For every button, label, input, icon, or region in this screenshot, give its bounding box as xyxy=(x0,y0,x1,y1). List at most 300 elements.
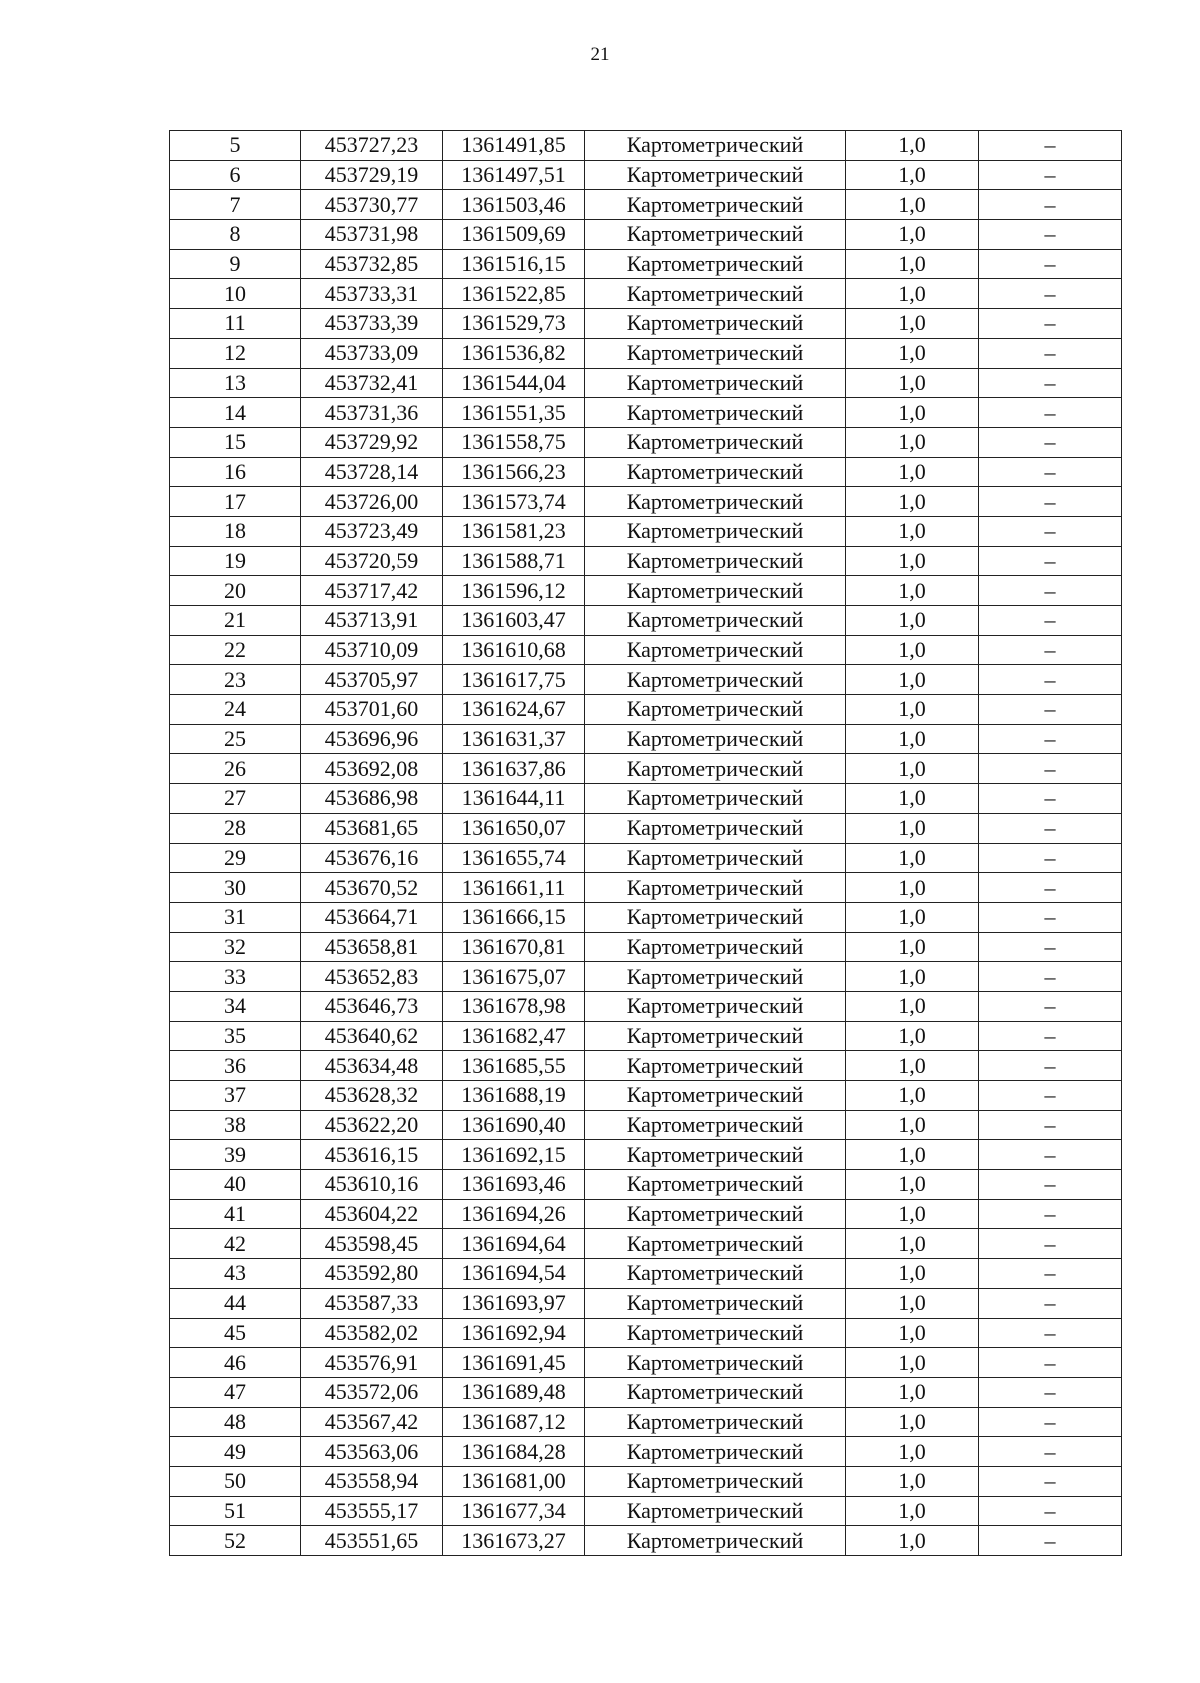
x-coordinate-cell: 453733,31 xyxy=(301,279,443,309)
method-cell: Картометрический xyxy=(585,309,846,339)
method-cell: Картометрический xyxy=(585,427,846,457)
y-coordinate-cell: 1361536,82 xyxy=(443,338,585,368)
x-coordinate-cell: 453622,20 xyxy=(301,1110,443,1140)
note-cell: – xyxy=(979,695,1122,725)
method-cell: Картометрический xyxy=(585,1081,846,1111)
x-coordinate-cell: 453732,41 xyxy=(301,368,443,398)
point-number-cell: 23 xyxy=(170,665,301,695)
point-number-cell: 37 xyxy=(170,1081,301,1111)
note-cell: – xyxy=(979,546,1122,576)
x-coordinate-cell: 453616,15 xyxy=(301,1140,443,1170)
accuracy-cell: 1,0 xyxy=(846,1526,979,1556)
note-cell: – xyxy=(979,487,1122,517)
x-coordinate-cell: 453729,19 xyxy=(301,160,443,190)
method-cell: Картометрический xyxy=(585,843,846,873)
y-coordinate-cell: 1361650,07 xyxy=(443,813,585,843)
y-coordinate-cell: 1361691,45 xyxy=(443,1348,585,1378)
method-cell: Картометрический xyxy=(585,1407,846,1437)
note-cell: – xyxy=(979,724,1122,754)
method-cell: Картометрический xyxy=(585,576,846,606)
table-row xyxy=(170,427,1122,457)
x-coordinate-cell: 453582,02 xyxy=(301,1318,443,1348)
point-number-cell: 7 xyxy=(170,190,301,220)
point-number-cell: 33 xyxy=(170,962,301,992)
table-row xyxy=(170,1496,1122,1526)
x-coordinate-cell: 453563,06 xyxy=(301,1437,443,1467)
y-coordinate-cell: 1361544,04 xyxy=(443,368,585,398)
x-coordinate-cell: 453664,71 xyxy=(301,902,443,932)
method-cell: Картометрический xyxy=(585,1199,846,1229)
y-coordinate-cell: 1361666,15 xyxy=(443,902,585,932)
accuracy-cell: 1,0 xyxy=(846,902,979,932)
table-body xyxy=(170,131,1122,1556)
table-row xyxy=(170,398,1122,428)
x-coordinate-cell: 453696,96 xyxy=(301,724,443,754)
table-row xyxy=(170,1021,1122,1051)
point-number-cell: 38 xyxy=(170,1110,301,1140)
x-coordinate-cell: 453572,06 xyxy=(301,1377,443,1407)
note-cell: – xyxy=(979,1318,1122,1348)
table-row xyxy=(170,606,1122,636)
method-cell: Картометрический xyxy=(585,635,846,665)
point-number-cell: 5 xyxy=(170,131,301,161)
y-coordinate-cell: 1361689,48 xyxy=(443,1377,585,1407)
accuracy-cell: 1,0 xyxy=(846,1466,979,1496)
accuracy-cell: 1,0 xyxy=(846,160,979,190)
coordinates-table xyxy=(169,130,1122,1556)
x-coordinate-cell: 453558,94 xyxy=(301,1466,443,1496)
table-row xyxy=(170,309,1122,339)
note-cell: – xyxy=(979,131,1122,161)
accuracy-cell: 1,0 xyxy=(846,724,979,754)
table-row xyxy=(170,1526,1122,1556)
table-row xyxy=(170,160,1122,190)
y-coordinate-cell: 1361673,27 xyxy=(443,1526,585,1556)
x-coordinate-cell: 453686,98 xyxy=(301,784,443,814)
note-cell: – xyxy=(979,813,1122,843)
y-coordinate-cell: 1361509,69 xyxy=(443,220,585,250)
note-cell: – xyxy=(979,902,1122,932)
y-coordinate-cell: 1361617,75 xyxy=(443,665,585,695)
point-number-cell: 27 xyxy=(170,784,301,814)
note-cell: – xyxy=(979,1437,1122,1467)
x-coordinate-cell: 453652,83 xyxy=(301,962,443,992)
point-number-cell: 11 xyxy=(170,309,301,339)
note-cell: – xyxy=(979,160,1122,190)
method-cell: Картометрический xyxy=(585,1170,846,1200)
x-coordinate-cell: 453731,36 xyxy=(301,398,443,428)
accuracy-cell: 1,0 xyxy=(846,368,979,398)
y-coordinate-cell: 1361692,15 xyxy=(443,1140,585,1170)
point-number-cell: 28 xyxy=(170,813,301,843)
accuracy-cell: 1,0 xyxy=(846,843,979,873)
note-cell: – xyxy=(979,843,1122,873)
y-coordinate-cell: 1361675,07 xyxy=(443,962,585,992)
y-coordinate-cell: 1361661,11 xyxy=(443,873,585,903)
table-row xyxy=(170,1110,1122,1140)
accuracy-cell: 1,0 xyxy=(846,1199,979,1229)
point-number-cell: 31 xyxy=(170,902,301,932)
point-number-cell: 12 xyxy=(170,338,301,368)
x-coordinate-cell: 453710,09 xyxy=(301,635,443,665)
accuracy-cell: 1,0 xyxy=(846,131,979,161)
y-coordinate-cell: 1361610,68 xyxy=(443,635,585,665)
method-cell: Картометрический xyxy=(585,487,846,517)
note-cell: – xyxy=(979,249,1122,279)
x-coordinate-cell: 453733,09 xyxy=(301,338,443,368)
note-cell: – xyxy=(979,665,1122,695)
accuracy-cell: 1,0 xyxy=(846,873,979,903)
point-number-cell: 17 xyxy=(170,487,301,517)
table-row xyxy=(170,724,1122,754)
point-number-cell: 47 xyxy=(170,1377,301,1407)
note-cell: – xyxy=(979,576,1122,606)
accuracy-cell: 1,0 xyxy=(846,784,979,814)
y-coordinate-cell: 1361693,46 xyxy=(443,1170,585,1200)
y-coordinate-cell: 1361522,85 xyxy=(443,279,585,309)
method-cell: Картометрический xyxy=(585,1229,846,1259)
accuracy-cell: 1,0 xyxy=(846,1288,979,1318)
point-number-cell: 10 xyxy=(170,279,301,309)
point-number-cell: 20 xyxy=(170,576,301,606)
method-cell: Картометрический xyxy=(585,902,846,932)
note-cell: – xyxy=(979,1377,1122,1407)
table-row xyxy=(170,1437,1122,1467)
accuracy-cell: 1,0 xyxy=(846,932,979,962)
note-cell: – xyxy=(979,1140,1122,1170)
y-coordinate-cell: 1361503,46 xyxy=(443,190,585,220)
y-coordinate-cell: 1361603,47 xyxy=(443,606,585,636)
accuracy-cell: 1,0 xyxy=(846,1348,979,1378)
method-cell: Картометрический xyxy=(585,220,846,250)
x-coordinate-cell: 453729,92 xyxy=(301,427,443,457)
x-coordinate-cell: 453732,85 xyxy=(301,249,443,279)
method-cell: Картометрический xyxy=(585,1466,846,1496)
accuracy-cell: 1,0 xyxy=(846,962,979,992)
point-number-cell: 24 xyxy=(170,695,301,725)
y-coordinate-cell: 1361644,11 xyxy=(443,784,585,814)
note-cell: – xyxy=(979,606,1122,636)
method-cell: Картометрический xyxy=(585,131,846,161)
note-cell: – xyxy=(979,279,1122,309)
method-cell: Картометрический xyxy=(585,1496,846,1526)
method-cell: Картометрический xyxy=(585,991,846,1021)
accuracy-cell: 1,0 xyxy=(846,190,979,220)
table-row xyxy=(170,1407,1122,1437)
accuracy-cell: 1,0 xyxy=(846,457,979,487)
accuracy-cell: 1,0 xyxy=(846,1140,979,1170)
table-row xyxy=(170,813,1122,843)
x-coordinate-cell: 453733,39 xyxy=(301,309,443,339)
accuracy-cell: 1,0 xyxy=(846,1081,979,1111)
table-row xyxy=(170,546,1122,576)
method-cell: Картометрический xyxy=(585,1318,846,1348)
method-cell: Картометрический xyxy=(585,546,846,576)
accuracy-cell: 1,0 xyxy=(846,1407,979,1437)
accuracy-cell: 1,0 xyxy=(846,813,979,843)
method-cell: Картометрический xyxy=(585,457,846,487)
y-coordinate-cell: 1361687,12 xyxy=(443,1407,585,1437)
x-coordinate-cell: 453670,52 xyxy=(301,873,443,903)
table-row xyxy=(170,338,1122,368)
method-cell: Картометрический xyxy=(585,1021,846,1051)
note-cell: – xyxy=(979,1348,1122,1378)
accuracy-cell: 1,0 xyxy=(846,1051,979,1081)
point-number-cell: 25 xyxy=(170,724,301,754)
method-cell: Картометрический xyxy=(585,813,846,843)
table-row xyxy=(170,131,1122,161)
note-cell: – xyxy=(979,1288,1122,1318)
method-cell: Картометрический xyxy=(585,784,846,814)
point-number-cell: 6 xyxy=(170,160,301,190)
y-coordinate-cell: 1361581,23 xyxy=(443,516,585,546)
point-number-cell: 9 xyxy=(170,249,301,279)
table-row xyxy=(170,754,1122,784)
y-coordinate-cell: 1361690,40 xyxy=(443,1110,585,1140)
table-row xyxy=(170,279,1122,309)
note-cell: – xyxy=(979,1496,1122,1526)
x-coordinate-cell: 453658,81 xyxy=(301,932,443,962)
accuracy-cell: 1,0 xyxy=(846,1110,979,1140)
method-cell: Картометрический xyxy=(585,1526,846,1556)
y-coordinate-cell: 1361655,74 xyxy=(443,843,585,873)
method-cell: Картометрический xyxy=(585,665,846,695)
method-cell: Картометрический xyxy=(585,190,846,220)
x-coordinate-cell: 453628,32 xyxy=(301,1081,443,1111)
y-coordinate-cell: 1361551,35 xyxy=(443,398,585,428)
y-coordinate-cell: 1361694,64 xyxy=(443,1229,585,1259)
y-coordinate-cell: 1361596,12 xyxy=(443,576,585,606)
x-coordinate-cell: 453676,16 xyxy=(301,843,443,873)
point-number-cell: 32 xyxy=(170,932,301,962)
y-coordinate-cell: 1361516,15 xyxy=(443,249,585,279)
x-coordinate-cell: 453634,48 xyxy=(301,1051,443,1081)
accuracy-cell: 1,0 xyxy=(846,991,979,1021)
method-cell: Картометрический xyxy=(585,516,846,546)
method-cell: Картометрический xyxy=(585,368,846,398)
method-cell: Картометрический xyxy=(585,279,846,309)
accuracy-cell: 1,0 xyxy=(846,665,979,695)
x-coordinate-cell: 453713,91 xyxy=(301,606,443,636)
note-cell: – xyxy=(979,1466,1122,1496)
point-number-cell: 43 xyxy=(170,1259,301,1289)
point-number-cell: 40 xyxy=(170,1170,301,1200)
y-coordinate-cell: 1361694,54 xyxy=(443,1259,585,1289)
note-cell: – xyxy=(979,338,1122,368)
y-coordinate-cell: 1361624,67 xyxy=(443,695,585,725)
accuracy-cell: 1,0 xyxy=(846,338,979,368)
x-coordinate-cell: 453604,22 xyxy=(301,1199,443,1229)
x-coordinate-cell: 453598,45 xyxy=(301,1229,443,1259)
page-number: 21 xyxy=(590,44,610,65)
table-row xyxy=(170,487,1122,517)
y-coordinate-cell: 1361491,85 xyxy=(443,131,585,161)
x-coordinate-cell: 453720,59 xyxy=(301,546,443,576)
method-cell: Картометрический xyxy=(585,754,846,784)
accuracy-cell: 1,0 xyxy=(846,546,979,576)
point-number-cell: 50 xyxy=(170,1466,301,1496)
note-cell: – xyxy=(979,1526,1122,1556)
table-row xyxy=(170,635,1122,665)
table-row xyxy=(170,873,1122,903)
method-cell: Картометрический xyxy=(585,1348,846,1378)
accuracy-cell: 1,0 xyxy=(846,1259,979,1289)
point-number-cell: 41 xyxy=(170,1199,301,1229)
accuracy-cell: 1,0 xyxy=(846,576,979,606)
method-cell: Картометрический xyxy=(585,1377,846,1407)
y-coordinate-cell: 1361573,74 xyxy=(443,487,585,517)
note-cell: – xyxy=(979,398,1122,428)
note-cell: – xyxy=(979,220,1122,250)
point-number-cell: 46 xyxy=(170,1348,301,1378)
table-row xyxy=(170,1318,1122,1348)
table-row xyxy=(170,1288,1122,1318)
point-number-cell: 18 xyxy=(170,516,301,546)
method-cell: Картометрический xyxy=(585,932,846,962)
accuracy-cell: 1,0 xyxy=(846,279,979,309)
method-cell: Картометрический xyxy=(585,1259,846,1289)
accuracy-cell: 1,0 xyxy=(846,398,979,428)
x-coordinate-cell: 453567,42 xyxy=(301,1407,443,1437)
note-cell: – xyxy=(979,368,1122,398)
note-cell: – xyxy=(979,457,1122,487)
y-coordinate-cell: 1361637,86 xyxy=(443,754,585,784)
x-coordinate-cell: 453728,14 xyxy=(301,457,443,487)
accuracy-cell: 1,0 xyxy=(846,427,979,457)
accuracy-cell: 1,0 xyxy=(846,754,979,784)
accuracy-cell: 1,0 xyxy=(846,309,979,339)
table-row xyxy=(170,1348,1122,1378)
table-row xyxy=(170,695,1122,725)
method-cell: Картометрический xyxy=(585,1051,846,1081)
note-cell: – xyxy=(979,1081,1122,1111)
method-cell: Картометрический xyxy=(585,606,846,636)
y-coordinate-cell: 1361678,98 xyxy=(443,991,585,1021)
y-coordinate-cell: 1361588,71 xyxy=(443,546,585,576)
accuracy-cell: 1,0 xyxy=(846,635,979,665)
x-coordinate-cell: 453701,60 xyxy=(301,695,443,725)
table-row xyxy=(170,1081,1122,1111)
method-cell: Картометрический xyxy=(585,249,846,279)
note-cell: – xyxy=(979,309,1122,339)
note-cell: – xyxy=(979,1110,1122,1140)
table-row xyxy=(170,1229,1122,1259)
note-cell: – xyxy=(979,1407,1122,1437)
point-number-cell: 45 xyxy=(170,1318,301,1348)
note-cell: – xyxy=(979,1170,1122,1200)
table-row xyxy=(170,190,1122,220)
table-row xyxy=(170,784,1122,814)
method-cell: Картометрический xyxy=(585,1288,846,1318)
x-coordinate-cell: 453646,73 xyxy=(301,991,443,1021)
x-coordinate-cell: 453640,62 xyxy=(301,1021,443,1051)
point-number-cell: 36 xyxy=(170,1051,301,1081)
x-coordinate-cell: 453727,23 xyxy=(301,131,443,161)
x-coordinate-cell: 453730,77 xyxy=(301,190,443,220)
table-row xyxy=(170,249,1122,279)
y-coordinate-cell: 1361694,26 xyxy=(443,1199,585,1229)
x-coordinate-cell: 453726,00 xyxy=(301,487,443,517)
table-row xyxy=(170,932,1122,962)
note-cell: – xyxy=(979,932,1122,962)
point-number-cell: 29 xyxy=(170,843,301,873)
method-cell: Картометрический xyxy=(585,1140,846,1170)
table-row xyxy=(170,1199,1122,1229)
note-cell: – xyxy=(979,516,1122,546)
accuracy-cell: 1,0 xyxy=(846,220,979,250)
table-row xyxy=(170,1051,1122,1081)
table-row xyxy=(170,1140,1122,1170)
y-coordinate-cell: 1361682,47 xyxy=(443,1021,585,1051)
note-cell: – xyxy=(979,635,1122,665)
x-coordinate-cell: 453576,91 xyxy=(301,1348,443,1378)
table-row xyxy=(170,991,1122,1021)
point-number-cell: 51 xyxy=(170,1496,301,1526)
y-coordinate-cell: 1361692,94 xyxy=(443,1318,585,1348)
table-row xyxy=(170,220,1122,250)
method-cell: Картометрический xyxy=(585,695,846,725)
note-cell: – xyxy=(979,1051,1122,1081)
point-number-cell: 14 xyxy=(170,398,301,428)
point-number-cell: 39 xyxy=(170,1140,301,1170)
y-coordinate-cell: 1361497,51 xyxy=(443,160,585,190)
x-coordinate-cell: 453692,08 xyxy=(301,754,443,784)
accuracy-cell: 1,0 xyxy=(846,487,979,517)
point-number-cell: 15 xyxy=(170,427,301,457)
table-row xyxy=(170,1170,1122,1200)
y-coordinate-cell: 1361688,19 xyxy=(443,1081,585,1111)
y-coordinate-cell: 1361681,00 xyxy=(443,1466,585,1496)
table-row xyxy=(170,1466,1122,1496)
accuracy-cell: 1,0 xyxy=(846,606,979,636)
accuracy-cell: 1,0 xyxy=(846,1021,979,1051)
y-coordinate-cell: 1361558,75 xyxy=(443,427,585,457)
point-number-cell: 34 xyxy=(170,991,301,1021)
point-number-cell: 30 xyxy=(170,873,301,903)
method-cell: Картометрический xyxy=(585,1110,846,1140)
point-number-cell: 21 xyxy=(170,606,301,636)
accuracy-cell: 1,0 xyxy=(846,249,979,279)
point-number-cell: 8 xyxy=(170,220,301,250)
note-cell: – xyxy=(979,873,1122,903)
point-number-cell: 52 xyxy=(170,1526,301,1556)
method-cell: Картометрический xyxy=(585,398,846,428)
note-cell: – xyxy=(979,784,1122,814)
method-cell: Картометрический xyxy=(585,962,846,992)
y-coordinate-cell: 1361677,34 xyxy=(443,1496,585,1526)
point-number-cell: 19 xyxy=(170,546,301,576)
x-coordinate-cell: 453681,65 xyxy=(301,813,443,843)
point-number-cell: 42 xyxy=(170,1229,301,1259)
x-coordinate-cell: 453717,42 xyxy=(301,576,443,606)
y-coordinate-cell: 1361685,55 xyxy=(443,1051,585,1081)
note-cell: – xyxy=(979,962,1122,992)
table-row xyxy=(170,843,1122,873)
method-cell: Картометрический xyxy=(585,724,846,754)
x-coordinate-cell: 453551,65 xyxy=(301,1526,443,1556)
table-row xyxy=(170,1377,1122,1407)
x-coordinate-cell: 453705,97 xyxy=(301,665,443,695)
accuracy-cell: 1,0 xyxy=(846,1377,979,1407)
note-cell: – xyxy=(979,1199,1122,1229)
note-cell: – xyxy=(979,1259,1122,1289)
x-coordinate-cell: 453610,16 xyxy=(301,1170,443,1200)
y-coordinate-cell: 1361684,28 xyxy=(443,1437,585,1467)
method-cell: Картометрический xyxy=(585,873,846,903)
note-cell: – xyxy=(979,190,1122,220)
note-cell: – xyxy=(979,1021,1122,1051)
table-row xyxy=(170,368,1122,398)
